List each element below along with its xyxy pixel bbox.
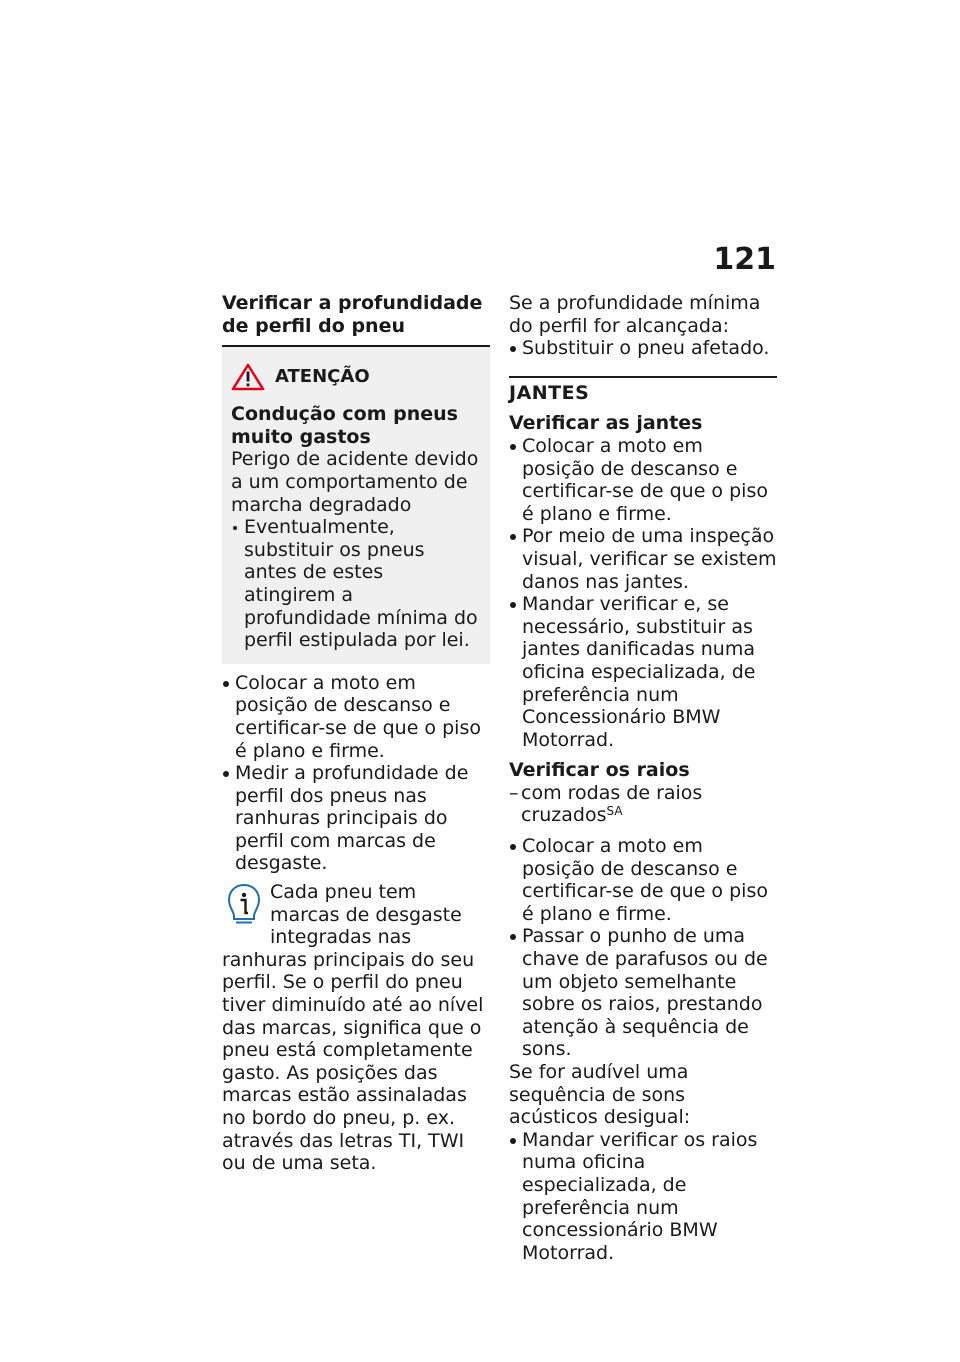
min-depth-bullets [509,337,777,360]
warning-triangle-icon [231,363,265,391]
optional-equipment-badge: SA [606,804,623,819]
spokes-condition-text: com rodas de raios cruzados [521,781,703,827]
info-icon [226,883,262,927]
spokes-outro-bullets [509,1129,777,1265]
section-rule [509,376,777,378]
warning-text: Perigo de acidente devido a um comportamento de marcha degradado [231,448,479,516]
min-depth-intro: Se a profundidade mínima do perfil for alcançada: [509,292,761,337]
info-note [222,881,490,1175]
check-rims-heading: Verificar as jantes [509,412,703,435]
warning-title: Condução com pneus muito gastos [231,403,458,448]
rims-bullet: Mandar verificar e, se necessário, substituir as jantes danificadas numa oficina especializada, de preferência num Concessionário BMW Motorrad. [509,593,777,751]
warning-header [231,363,480,391]
spokes-outro: Se for audível uma sequência de sons acústicos desigual: [509,1061,691,1129]
min-depth-bullet: Substituir o pneu afetado. [509,337,777,360]
spokes-bullet: Passar o punho de uma chave de parafusos ou de um objeto semelhante sobre os raios, prestando atenção à sequência de sons. [509,925,777,1061]
rims-bullet: Colocar a moto em posição de descanso e certificar-se de que o piso é plano e firme. [509,435,777,525]
spokes-outro-bullet: Mandar verificar os raios numa oficina especializada, de preferência num concessionário BMW Motorrad. [509,1129,777,1265]
warning-label: ATENÇÃO [275,365,370,387]
tread-step: Colocar a moto em posição de descanso e certificar-se de que o piso é plano e firme. [222,672,490,762]
warning-bullet: Eventualmente, substituir os pneus antes de estes atingirem a profundidade mínima do perfil estipulada por lei. [231,516,480,652]
tread-depth-heading: Verificar a profundidade de perfil do pneu [222,292,483,337]
spokes-bullet: Colocar a moto em posição de descanso e certificar-se de que o piso é plano e firme. [509,835,777,925]
warning-box [222,347,490,664]
spokes-condition [509,782,777,827]
spokes-bullets [509,835,777,1061]
info-text: Cada pneu tem marcas de desgaste integradas nas ranhuras principais do seu perfil. Se o perfil do pneu tiver diminuído até ao nível das marcas, significa que o pneu está completamente gasto. As posições das marcas estão assinaladas no bordo do pneu, p. ex. através das letras TI, TWI ou de uma seta. [222,881,484,1175]
rims-section-title: JANTES [509,381,590,404]
tread-steps [222,672,490,875]
condition-dash: – [509,781,519,804]
rims-bullets [509,435,777,751]
warning-bullets [231,516,480,652]
rims-bullet: Por meio de uma inspeção visual, verificar se existem danos nas jantes. [509,525,777,593]
page-number: 121 [713,242,776,277]
check-spokes-heading: Verificar os raios [509,759,690,782]
right-column [509,292,777,1264]
left-column [222,292,490,1175]
tread-step: Medir a profundidade de perfil dos pneus nas ranhuras principais do perfil com marcas de desgaste. [222,762,490,875]
